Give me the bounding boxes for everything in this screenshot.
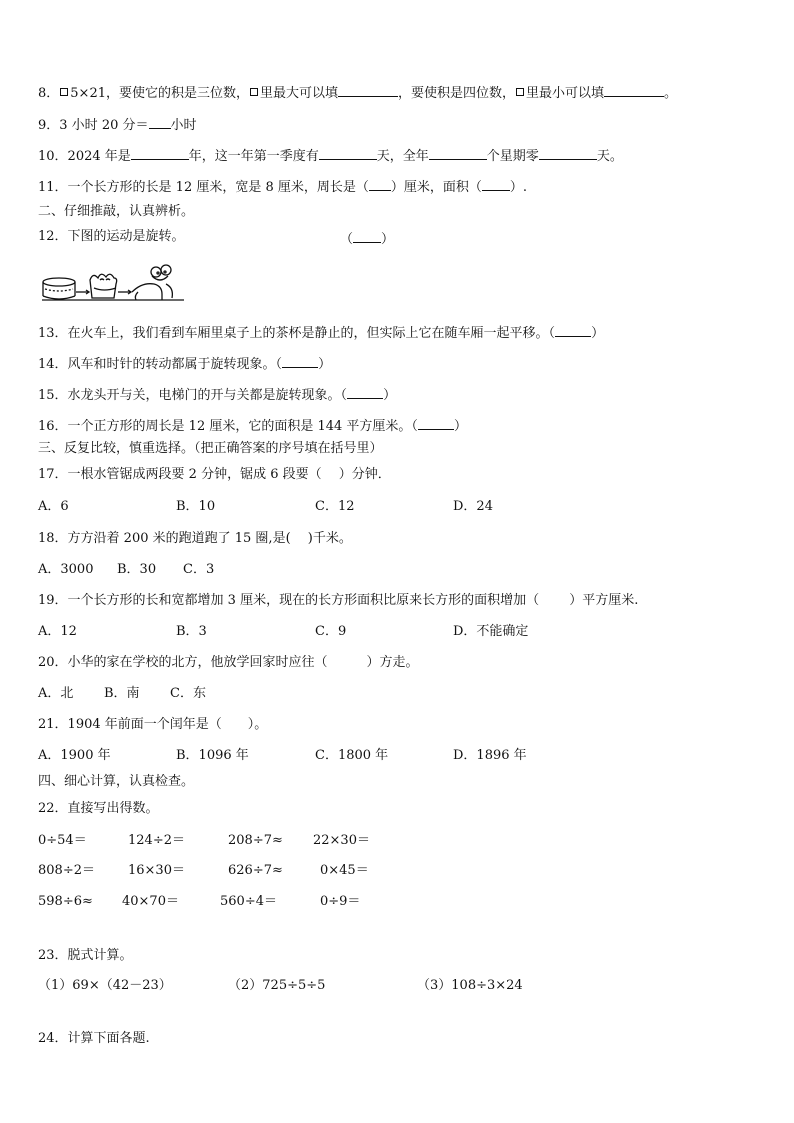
- question-20: 20．小华的家在学校的北方，他放学回家时应往（ ）方走。: [38, 655, 419, 670]
- answer-blank[interactable]: [347, 384, 383, 399]
- option-c[interactable]: C．3: [183, 562, 215, 577]
- option-d[interactable]: D．不能确定: [453, 624, 529, 639]
- answer-blank[interactable]: [482, 176, 510, 191]
- box-icon: [516, 88, 524, 96]
- option-d[interactable]: D．24: [453, 499, 493, 514]
- question-18: 18．方方沿着 200 米的跑道跑了 15 圈,是( )千米。: [38, 531, 352, 546]
- calc-item: 808÷2＝: [38, 863, 95, 878]
- question-17: 17．一根水管锯成两段要 2 分钟，锯成 6 段要（ ）分钟．: [38, 467, 391, 482]
- question-12: 12．下图的运动是旋转。: [38, 229, 185, 244]
- question-8: 8． 5×21，要使它的积是三位数， 里最大可以填 ，要使积是四位数， 里最小可以填 。: [38, 82, 677, 103]
- option-d[interactable]: D．1896 年: [453, 748, 527, 763]
- section-3-heading: 三、反复比较，慎重选择。（把正确答案的序号填在括号里）: [38, 441, 383, 456]
- option-b[interactable]: B．1096 年: [176, 748, 249, 763]
- option-a[interactable]: A．6: [38, 499, 69, 514]
- section-4-heading: 四、细心计算，认真检查。: [38, 774, 195, 789]
- answer-blank[interactable]: [429, 145, 487, 160]
- step-calc-item: （3）108÷3×24: [417, 978, 523, 993]
- option-c[interactable]: C．9: [315, 624, 347, 639]
- option-a[interactable]: A．北: [38, 686, 74, 701]
- question-15: 15．水龙头开与关，电梯门的开与关都是旋转现象。（ ）: [38, 384, 396, 405]
- calc-item: 0÷54＝: [38, 833, 87, 848]
- calc-item: 40×70＝: [122, 894, 179, 909]
- box-icon: [250, 88, 258, 96]
- box-icon: [60, 88, 68, 96]
- calc-item: 0÷9＝: [320, 894, 361, 909]
- question-14: 14．风车和时针的转动都属于旋转现象。（ ）: [38, 353, 331, 374]
- option-b[interactable]: B．南: [104, 686, 140, 701]
- answer-blank[interactable]: [319, 145, 377, 160]
- calc-item: 598÷6≈: [38, 894, 93, 909]
- calc-item: 16×30＝: [128, 863, 185, 878]
- option-b[interactable]: B．3: [176, 624, 207, 639]
- answer-blank[interactable]: [418, 415, 454, 430]
- question-9: 9．3 小时 20 分＝ 小时: [38, 114, 197, 135]
- question-10: 10．2024 年是 年，这一年第一季度有 天，全年 个星期零 天。: [38, 145, 623, 166]
- question-22: 22．直接写出得数。: [38, 801, 159, 816]
- option-a[interactable]: A．3000: [38, 562, 94, 577]
- question-21: 21．1904 年前面一个闰年是（ ）。: [38, 717, 268, 732]
- question-13: 13．在火车上，我们看到车厢里桌子上的茶杯是静止的，但实际上它在随车厢一起平移。（ ）: [38, 322, 604, 343]
- calc-item: 626÷7≈: [228, 863, 283, 878]
- answer-blank[interactable]: [282, 353, 318, 368]
- section-2-heading: 二、仔细推敲，认真辨析。: [38, 204, 195, 219]
- answer-blank[interactable]: [131, 145, 189, 160]
- option-b[interactable]: B．10: [176, 499, 216, 514]
- calc-item: 0×45＝: [320, 863, 369, 878]
- option-c[interactable]: C．12: [315, 499, 355, 514]
- answer-blank[interactable]: [338, 82, 398, 97]
- rotation-figure: [40, 262, 186, 306]
- step-calc-item: （2）725÷5÷5: [228, 978, 326, 993]
- question-16: 16．一个正方形的周长是 12 厘米，它的面积是 144 平方厘米。（ ）: [38, 415, 467, 436]
- option-c[interactable]: C．东: [170, 686, 206, 701]
- option-b[interactable]: B．30: [117, 562, 157, 577]
- calc-item: 22×30＝: [313, 833, 370, 848]
- calc-item: 560÷4＝: [220, 894, 277, 909]
- answer-blank[interactable]: [539, 145, 597, 160]
- answer-blank[interactable]: [555, 322, 591, 337]
- calc-item: 124÷2＝: [128, 833, 185, 848]
- option-a[interactable]: A．12: [38, 624, 77, 639]
- answer-blank[interactable]: [369, 176, 391, 191]
- question-24: 24．计算下面各题.: [38, 1031, 150, 1046]
- question-19: 19．一个长方形的长和宽都增加 3 厘米，现在的长方形面积比原来长方形的面积增加（ ）平方厘米.: [38, 593, 639, 608]
- answer-blank[interactable]: [604, 82, 664, 97]
- calc-item: 208÷7≈: [228, 833, 283, 848]
- question-23: 23．脱式计算。: [38, 948, 133, 963]
- question-11: 11．一个长方形的长是 12 厘米，宽是 8 厘米，周长是（ ）厘米，面积（ ）.: [38, 176, 527, 197]
- judgement-parens[interactable]: （ ）: [340, 228, 394, 249]
- step-calc-item: （1）69×（42－23）: [38, 978, 172, 993]
- option-a[interactable]: A．1900 年: [38, 748, 111, 763]
- option-c[interactable]: C．1800 年: [315, 748, 389, 763]
- answer-blank[interactable]: [149, 114, 171, 129]
